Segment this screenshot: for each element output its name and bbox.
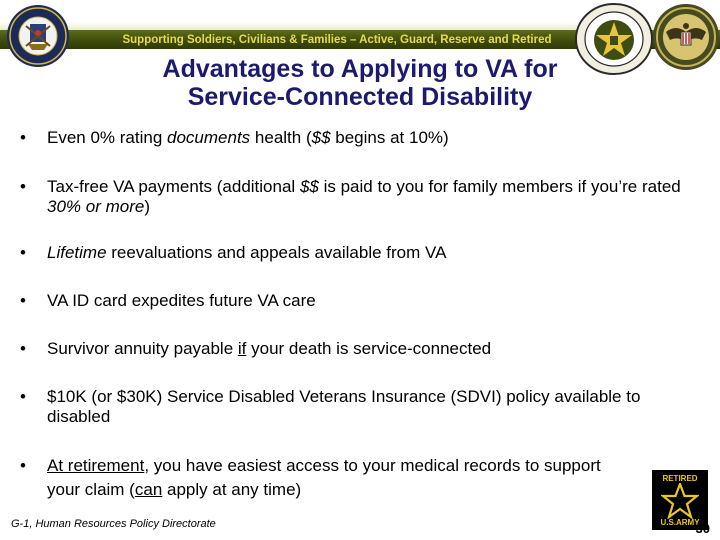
bullet-text: At retirement, you have easiest access to your medical records to support your claim (can apply at any time) <box>47 456 601 499</box>
bullet-text: Lifetime reevaluations and appeals available from VA <box>47 243 447 262</box>
bullet-text: Tax-free VA payments (additional $$ is paid to you for family members if you’re rated 30% or more) <box>47 177 681 216</box>
army-star-icon <box>661 483 699 519</box>
us-army-label: U.S.ARMY <box>660 518 700 527</box>
bullet-text: Even 0% rating documents health ($$ begins at 10%) <box>47 128 449 147</box>
title-line-2: Service-Connected Disability <box>187 83 533 111</box>
banner-text: Supporting Soldiers, Civilians & Families – Active, Guard, Reserve and Retired <box>122 34 552 46</box>
retired-label: RETIRED <box>662 474 698 483</box>
bullet-text: VA ID card expedites future VA care <box>47 291 316 310</box>
bullet-dot: • <box>20 177 26 196</box>
eagle-seal-icon <box>652 2 720 72</box>
footer-directorate: G-1, Human Resources Policy Directorate <box>11 518 216 530</box>
bullet-text: Survivor annuity payable if your death is service-connected <box>47 339 492 358</box>
bullet-dot: • <box>20 128 26 147</box>
bullet-dot: • <box>20 243 26 262</box>
bullet-dot: • <box>20 456 26 475</box>
bullet-text: $10K (or $30K) Service Disabled Veterans Insurance (SDVI) policy available to disabled <box>47 387 641 426</box>
bullet-dot: • <box>20 387 26 406</box>
bullet-dot: • <box>20 291 26 310</box>
title-line-1: Advantages to Applying to VA for <box>162 55 558 83</box>
page-number: 30 <box>695 521 710 536</box>
slide-title <box>90 55 630 111</box>
bullet-dot: • <box>20 339 26 358</box>
army-seal-icon <box>6 4 70 68</box>
